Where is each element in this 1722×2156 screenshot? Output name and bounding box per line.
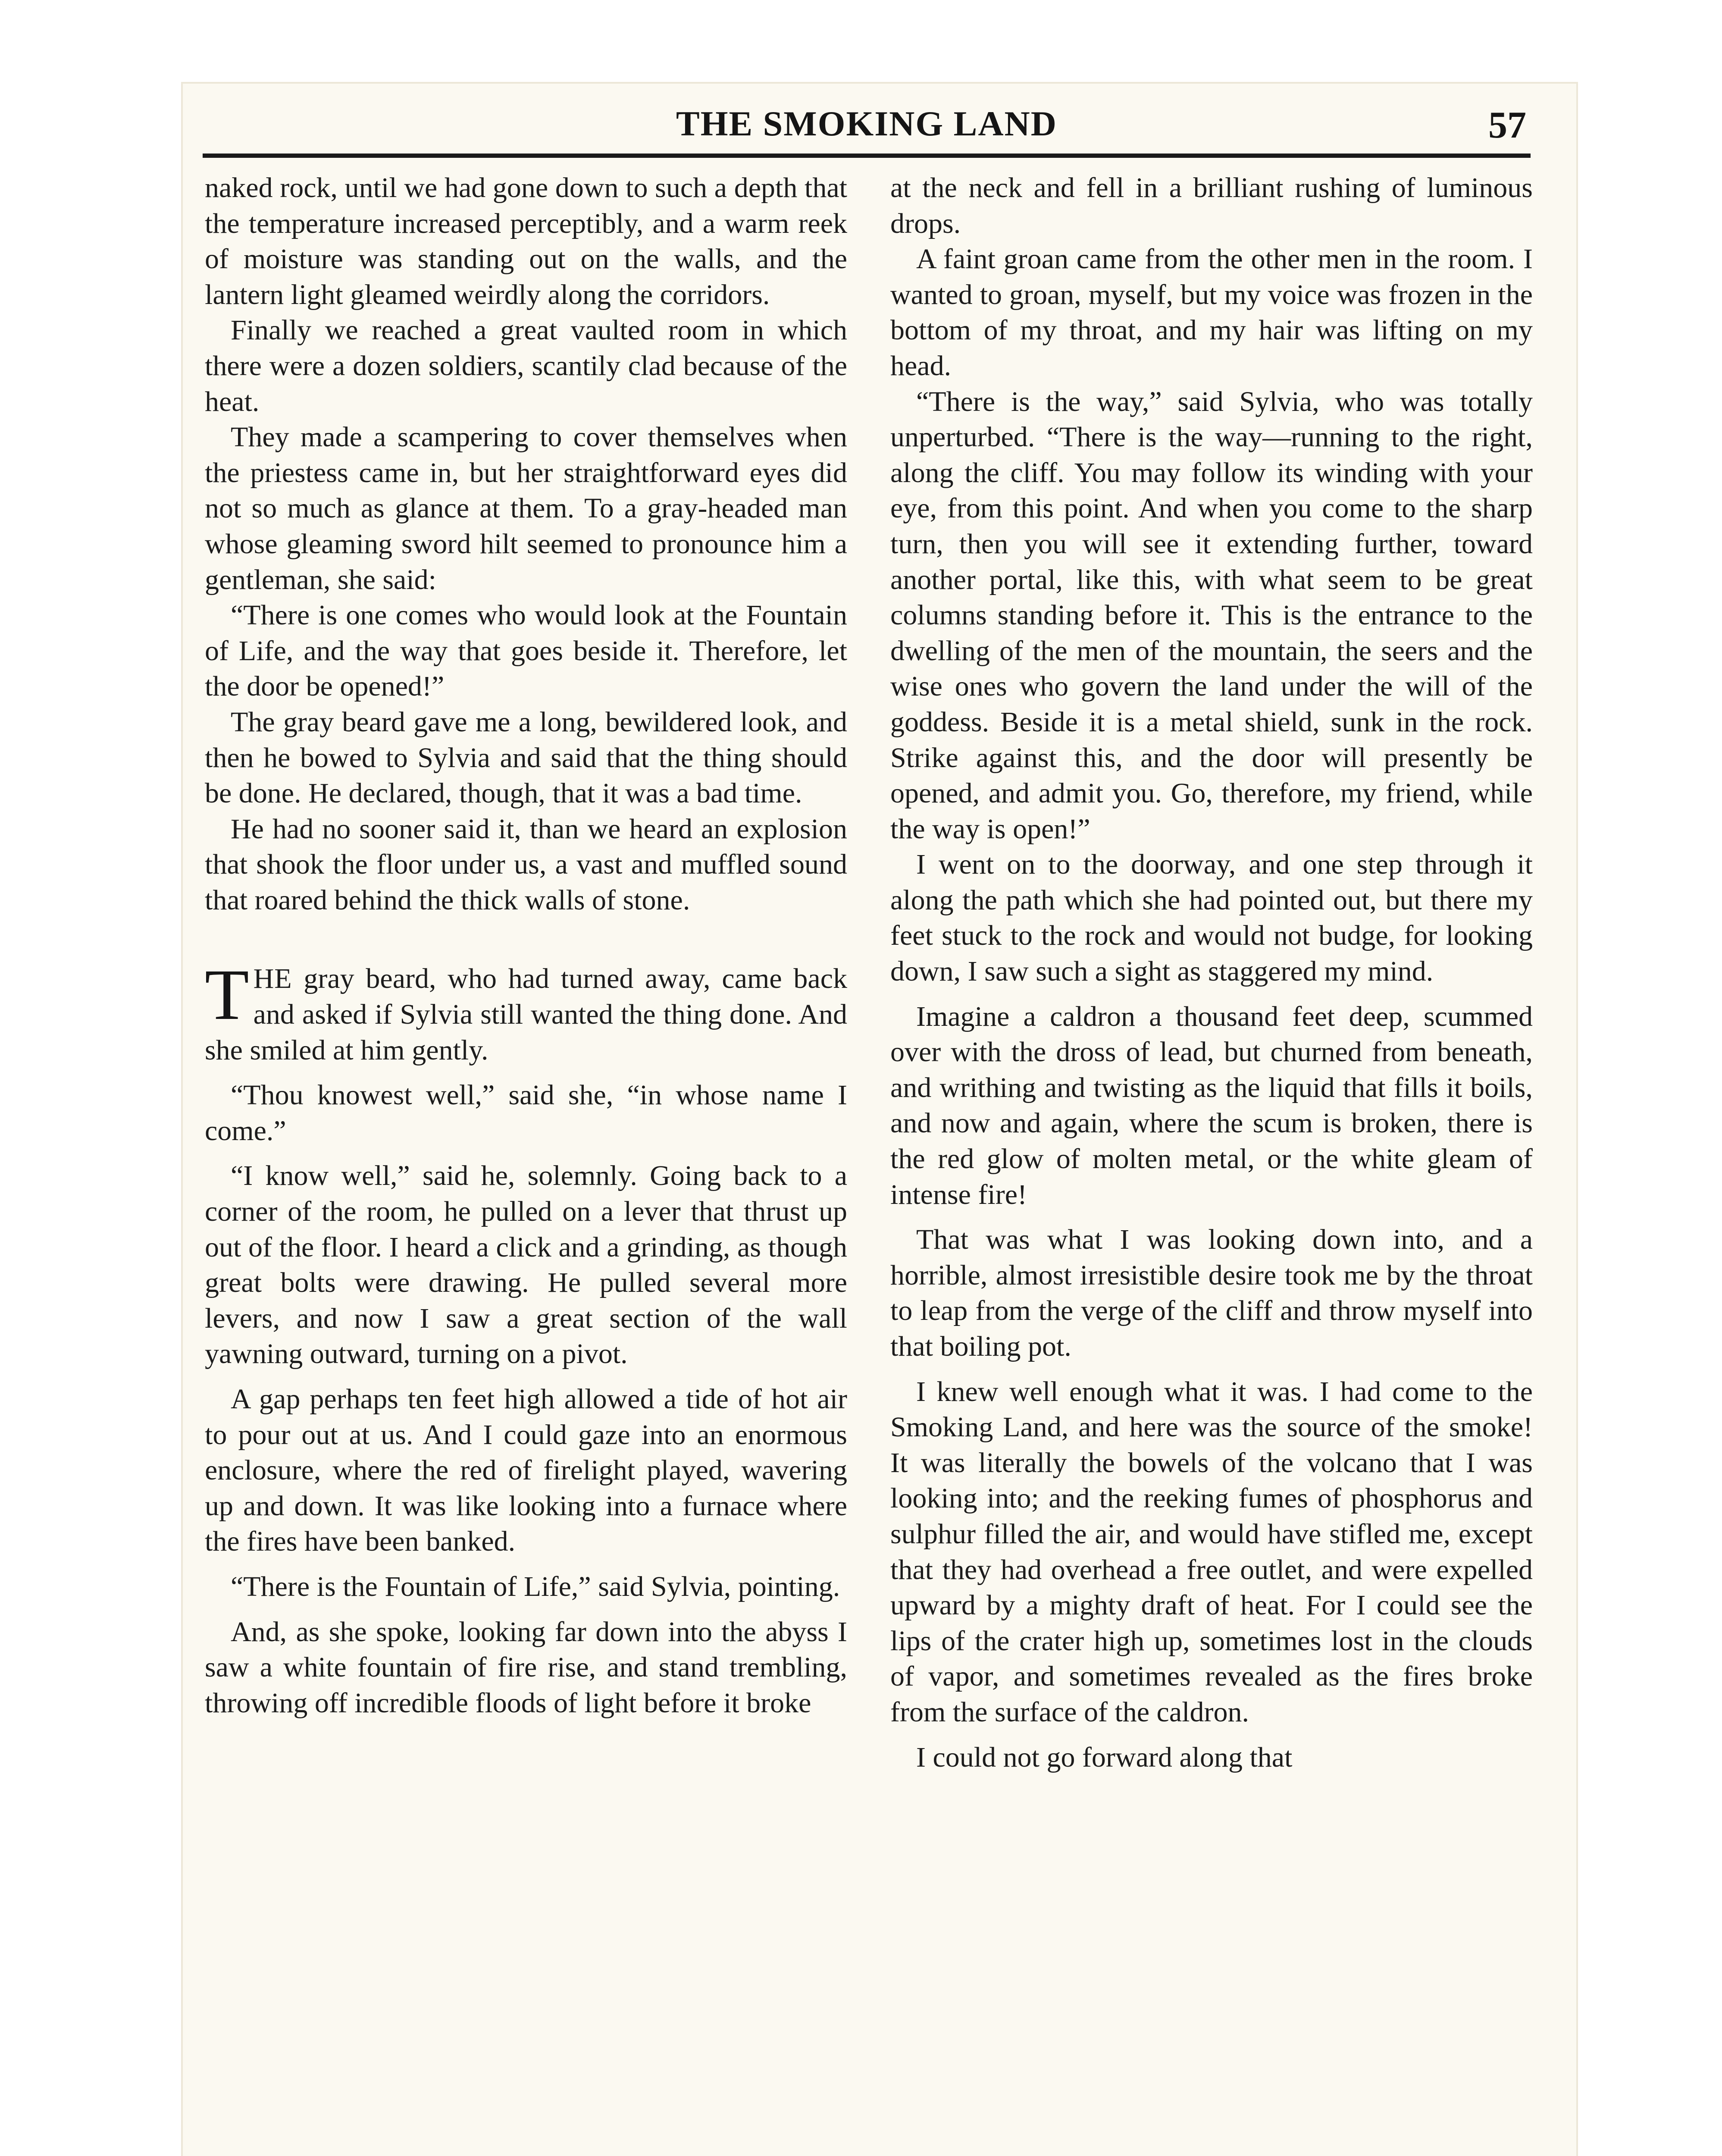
paragraph: Imagine a caldron a thousand feet deep, scummed over with the dross of lead, but churned from beneath, and writhing and twisting as the liquid that fills it boils, and now and again, where the scum is broken, there is the red glow of molten metal, or the white gleam of intense fire!	[890, 1000, 1533, 1210]
paragraph: I knew well enough what it was. I had come to the Smoking Land, and here was the source of the smoke! It was literally the bowels of the volcano that I was looking into; and the reeking fumes of phosphorus and sulphur filled the air, and would have stifled me, except that they had overhead a free outlet, and were expelled upward by a mighty draft of heat. For I could see the lips of the crater high up, sometimes lost in the clouds of vapor, and sometimes revealed as the fires broke from the surface of the caldron.	[890, 1376, 1533, 1728]
paragraph-text: gray beard, who had turned away, came back and asked if Sylvia still wanted the thing done. And she smiled at him gently.	[205, 963, 847, 1066]
header-rule	[203, 154, 1531, 158]
paragraph: I went on to the doorway, and one step through it along the path which she had pointed out, but there my feet stuck to the rock and would not budge, for looking down, I saw such a sight as staggered my mind.	[890, 849, 1533, 987]
paragraph: And, as she spoke, looking far down into the abyss I saw a white fountain of fire rise, and stand trembling, throwing off incredible floods of light before it broke	[205, 1616, 847, 1719]
section-opening-paragraph	[205, 955, 847, 1068]
running-head	[207, 103, 1526, 168]
paragraph: “There is one comes who would look at the Fountain of Life, and the way that goes beside it. Therefore, let the door be opened!”	[205, 599, 847, 702]
paragraph: “There is the way,” said Sylvia, who was totally unperturbed. “There is the way—running to the right, along the cliff. You may follow its winding with your eye, from this point. And when you come to the sharp turn, then you will see it extending further, toward another portal, like this, with what seem to be great columns standing before it. This is the entrance to the dwelling of the men of the mountain, the seers and the wise ones who govern the land under the will of the goddess. Beside it is a metal shield, sunk in the rock. Strike against this, and the door will presently be opened, and admit you. Go, therefore, my friend, while the way is open!”	[890, 385, 1533, 845]
right-column	[890, 170, 1533, 1775]
paragraph: They made a scampering to cover themselves when the priestess came in, but her straightforward eyes did not so much as glance at them. To a gray-headed man whose gleaming sword hilt seemed to pronounce him a gentleman, she said:	[205, 421, 847, 595]
paragraph: A gap perhaps ten feet high allowed a tide of hot air to pour out at us. And I could gaze into an enormous enclosure, where the red of firelight played, wavering up and down. It was like looking into a furnace where the fires have been banked.	[205, 1383, 847, 1557]
paragraph: at the neck and fell in a brilliant rushing of luminous drops.	[890, 172, 1533, 239]
page-title: THE SMOKING LAND	[676, 104, 1057, 143]
small-caps-lead: HE	[253, 963, 292, 995]
paragraph: “Thou knowest well,” said she, “in whose name I come.”	[205, 1079, 847, 1147]
left-column	[205, 170, 847, 1721]
paragraph: A faint groan came from the other men in the room. I wanted to groan, myself, but my voice was frozen in the bottom of my throat, and my hair was lifting on my head.	[890, 243, 1533, 382]
paragraph: That was what I was looking down into, and a horrible, almost irresistible desire took me by the throat to leap from the verge of the cliff and throw myself into that boiling pot.	[890, 1224, 1533, 1362]
drop-cap: T	[205, 955, 249, 1035]
page-number: 57	[1488, 104, 1526, 146]
paragraph: He had no sooner said it, than we heard an explosion that shook the floor under us, a vast and muffled sound that roared behind the thick walls of stone.	[205, 813, 847, 916]
paragraph: Finally we reached a great vaulted room in which there were a dozen soldiers, scantily clad because of the heat.	[205, 314, 847, 417]
paragraph: The gray beard gave me a long, bewildered look, and then he bowed to Sylvia and said that the thing should be done. He declared, though, that it was a bad time.	[205, 706, 847, 809]
paragraph: “I know well,” said he, solemnly. Going back to a corner of the room, he pulled on a lever that thrust up out of the floor. I heard a click and a grinding, as though great bolts were drawing. He pulled several more levers, and now I saw a great section of the wall yawning outward, turning on a pivot.	[205, 1160, 847, 1370]
paragraph: I could not go forward along that	[916, 1741, 1293, 1773]
paragraph: naked rock, until we had gone down to such a depth that the temperature increased perceptibly, and a warm reek of moisture was standing out on the walls, and the lantern light gleamed weirdly along the corridors.	[205, 172, 847, 310]
paragraph: “There is the Fountain of Life,” said Sylvia, pointing.	[231, 1570, 840, 1602]
